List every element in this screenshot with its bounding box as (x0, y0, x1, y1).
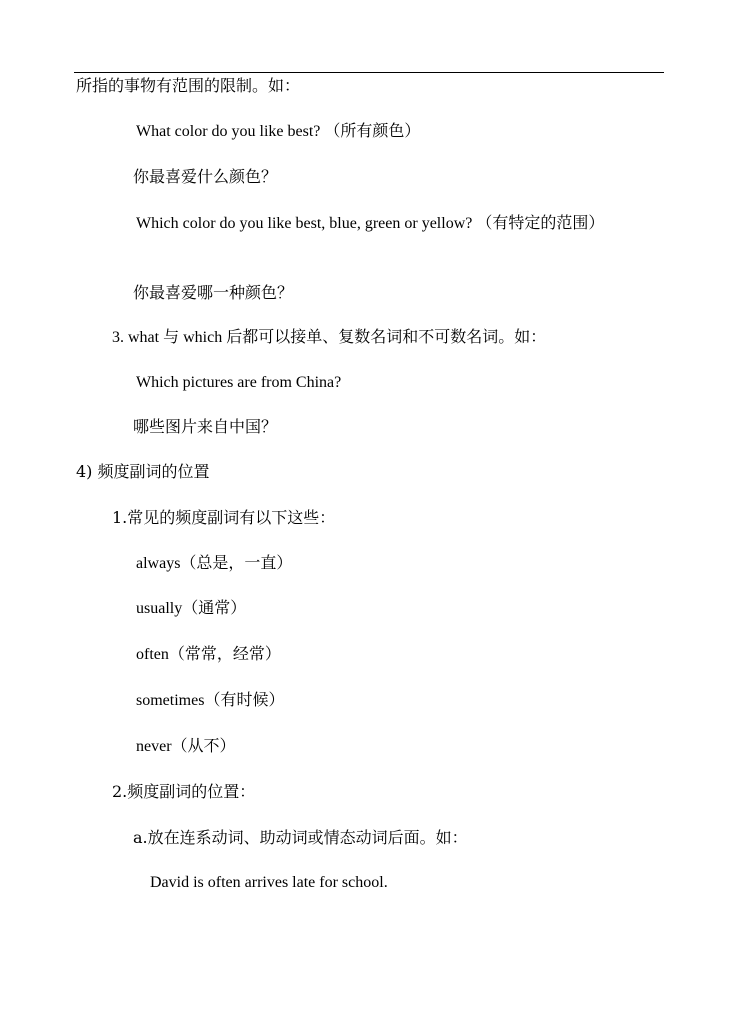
list-item-usually: usually（通常） (136, 600, 247, 617)
text-line-16: 2.频度副词的位置： (112, 782, 256, 801)
list-item-sometimes: sometimes（有时候） (136, 692, 285, 709)
text-line-1: 所指的事物有范围的限制。如： (76, 76, 301, 95)
list-item-often: often（常常，经常） (136, 646, 281, 663)
text-line-8: 哪些图片来自中国？ (133, 417, 278, 436)
header-rule (74, 72, 664, 73)
text-line-2: What color do you like best? （所有颜色） (136, 123, 421, 140)
list-item-always: always（总是，一直） (136, 555, 293, 572)
section-heading: 4) 频度副词的位置 (76, 462, 210, 481)
text-line-4: Which color do you like best, blue, green or yellow? （有特定的范围） (136, 215, 605, 232)
example-sentence: David is often arrives late for school. (150, 874, 388, 891)
text-line-7: Which pictures are from China? (136, 374, 342, 391)
list-item-never: never（从不） (136, 738, 236, 755)
text-line-3: 你最喜爱什么颜色？ (133, 167, 278, 186)
text-line-10: 1.常见的频度副词有以下这些： (112, 508, 336, 527)
text-line-6: 3. what 与 which 后都可以接单、复数名词和不可数名词。如： (112, 329, 547, 346)
text-line-5: 你最喜爱哪一种颜色？ (133, 283, 294, 302)
text-line-17: a.放在连系动词、助动词或情态动词后面。如： (133, 828, 468, 847)
